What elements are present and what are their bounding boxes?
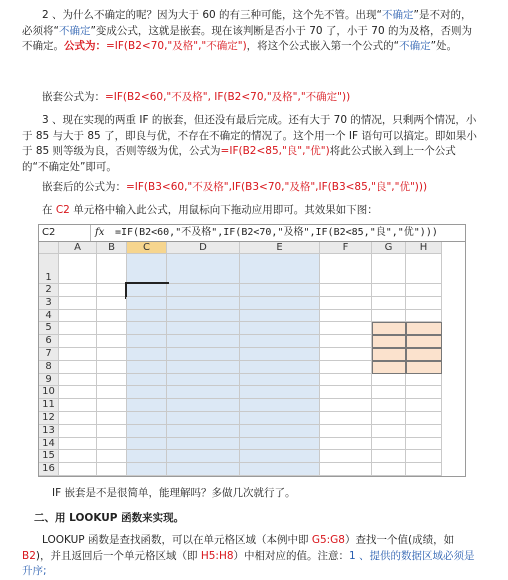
cell[interactable] (320, 284, 372, 297)
column-header-h[interactable]: H (406, 242, 442, 254)
lookup-threshold[interactable] (372, 348, 406, 361)
summary-line: IF 嵌套是不是很简单，能理解吗？多做几次就行了。 (52, 487, 296, 499)
cell-score[interactable] (97, 399, 127, 412)
cell-vlookup[interactable] (240, 463, 320, 476)
cell[interactable] (372, 438, 406, 451)
cell[interactable] (320, 348, 372, 361)
formula: =IF(B2<70,"及格","不确定") (106, 40, 247, 52)
cell-name[interactable] (59, 361, 97, 374)
cell-vlookup[interactable] (240, 335, 320, 348)
cell[interactable] (320, 438, 372, 451)
name-box[interactable]: C2 (39, 225, 91, 241)
cell[interactable] (372, 386, 406, 399)
lookup-grade[interactable] (406, 335, 442, 348)
cell-name[interactable] (59, 310, 97, 323)
text: 2 、为什么不确定的呢？因为大于 60 的有三种可能，这个先不管。出现“ (42, 9, 382, 21)
cell-lookup[interactable] (167, 284, 240, 297)
row-header-15[interactable]: 15 (39, 450, 59, 463)
lookup-threshold[interactable] (372, 322, 406, 335)
cell[interactable] (372, 374, 406, 387)
cell[interactable] (320, 310, 372, 323)
cell[interactable] (406, 310, 442, 323)
nested-formula-line (42, 90, 498, 106)
final-formula-line (42, 180, 498, 196)
cell[interactable] (406, 438, 442, 451)
header-cell-0[interactable] (59, 254, 97, 284)
cell-grade[interactable] (127, 450, 167, 463)
cell-grade[interactable] (127, 399, 167, 412)
lookup-grade[interactable] (406, 322, 442, 335)
formula: =IF(B2<60,"不及格", IF(B2<70,"及格","不确定")) (105, 91, 351, 103)
cell[interactable] (372, 310, 406, 323)
cell[interactable] (406, 450, 442, 463)
cell-ref: B2 (22, 549, 36, 562)
quoted-term: 不确定 (399, 40, 431, 52)
cell-score[interactable] (97, 310, 127, 323)
cell-lookup[interactable] (167, 322, 240, 335)
instruction-line (42, 203, 498, 219)
spreadsheet (38, 224, 466, 477)
cell-grade[interactable] (127, 463, 167, 476)
cell-score[interactable] (97, 335, 127, 348)
column-header-a[interactable]: A (59, 242, 97, 254)
cell-vlookup[interactable] (240, 297, 320, 310)
cell-vlookup[interactable] (240, 450, 320, 463)
cell-ref: G5:G8 (311, 534, 345, 546)
text: ）查找一个值(成绩，如 (344, 534, 455, 546)
cell-name[interactable] (59, 412, 97, 425)
cell-name[interactable] (59, 374, 97, 387)
cell[interactable] (406, 386, 442, 399)
cell-vlookup[interactable] (240, 425, 320, 438)
cell-lookup[interactable] (167, 361, 240, 374)
row-header-11[interactable]: 11 (39, 399, 59, 412)
header-cell-2[interactable] (127, 254, 167, 284)
cell[interactable] (320, 412, 372, 425)
header-cell-3[interactable] (167, 254, 240, 284)
row-header-8[interactable]: 8 (39, 361, 59, 374)
cell-grade[interactable] (127, 412, 167, 425)
cell-lookup[interactable] (167, 348, 240, 361)
text: 3 、现在实现的两重 IF 的嵌套，但还没有最后完成。还有大于 70 的情况，只剩两个情况，小于 85 与大于 85 了，即良与优，不存在不确定的情况了。这个用一个 IF 语句可以搞定。即如果小于 85 则等级为良，否则等级为优，公式为 (22, 114, 477, 157)
text: 将此公式嵌入到上一个公式的“不确定处”即可。 (22, 145, 456, 173)
text: ”变成公式，这就是嵌套。现在该判断是否小于 70 了，小于 70 的为及格，否则为不确定。 (22, 24, 472, 52)
lookup-threshold[interactable] (372, 335, 406, 348)
cell-grade[interactable] (127, 310, 167, 323)
cell[interactable] (320, 463, 372, 476)
row-header-12[interactable]: 12 (39, 412, 59, 425)
cell-lookup[interactable] (167, 335, 240, 348)
cell-grade[interactable] (127, 348, 167, 361)
cell-name[interactable] (59, 284, 97, 297)
cell[interactable] (372, 284, 406, 297)
header-cell-1[interactable] (97, 254, 127, 284)
text: ”处。 (430, 40, 458, 52)
cell[interactable] (320, 450, 372, 463)
formula-bar (39, 225, 465, 242)
column-header-g[interactable]: G (372, 242, 406, 254)
cell-score[interactable] (97, 348, 127, 361)
column-header-b[interactable]: B (97, 242, 127, 254)
cell-grade[interactable] (127, 284, 167, 297)
row-header-6[interactable]: 6 (39, 335, 59, 348)
column-header-d[interactable]: D (167, 242, 240, 254)
cell-name[interactable] (59, 463, 97, 476)
cell[interactable] (320, 335, 372, 348)
cell[interactable] (372, 254, 406, 284)
cell-name[interactable] (59, 297, 97, 310)
label: 嵌套后的公式为： (42, 181, 126, 193)
text: )，并且返回后一个单元格区域（即 (35, 549, 201, 562)
cell-score[interactable] (97, 361, 127, 374)
cell-score[interactable] (97, 438, 127, 451)
cell-vlookup[interactable] (240, 310, 320, 323)
cell-score[interactable] (97, 284, 127, 297)
cell-grade[interactable] (127, 322, 167, 335)
cell-vlookup[interactable] (240, 322, 320, 335)
cell-name[interactable] (59, 425, 97, 438)
cell[interactable] (406, 374, 442, 387)
cell-score[interactable] (97, 374, 127, 387)
row-header-9[interactable]: 9 (39, 374, 59, 387)
lookup-grade[interactable] (406, 361, 442, 374)
cell-name[interactable] (59, 335, 97, 348)
cell-lookup[interactable] (167, 386, 240, 399)
cell[interactable] (406, 463, 442, 476)
text: 在 (42, 204, 56, 216)
cell-lookup[interactable] (167, 374, 240, 387)
row-header-10[interactable]: 10 (39, 386, 59, 399)
paragraph-3 (22, 113, 478, 175)
cell-score[interactable] (97, 297, 127, 310)
cell[interactable] (406, 425, 442, 438)
lookup-paragraph (22, 533, 478, 580)
formula-input[interactable]: =IF(B2<60,"不及格",IF(B2<70,"及格",IF(B2<85,"良","优"))) (115, 227, 438, 238)
note: 1 、提供的数据区域必须是升序; (22, 549, 475, 577)
cell-grade[interactable] (127, 425, 167, 438)
cell-name[interactable] (59, 399, 97, 412)
cell-vlookup[interactable] (240, 412, 320, 425)
row-header-14[interactable]: 14 (39, 438, 59, 451)
row-header-4[interactable]: 4 (39, 310, 59, 323)
cell-lookup[interactable] (167, 310, 240, 323)
cell[interactable] (372, 450, 406, 463)
cell-vlookup[interactable] (240, 386, 320, 399)
cell[interactable] (406, 399, 442, 412)
cell-vlookup[interactable] (240, 348, 320, 361)
cell-lookup[interactable] (167, 438, 240, 451)
cell-vlookup[interactable] (240, 438, 320, 451)
cell-score[interactable] (97, 412, 127, 425)
paragraph-2 (22, 8, 478, 55)
cell[interactable] (372, 297, 406, 310)
formula: =IF(B3<60,"不及格",IF(B3<70,"及格",IF(B3<85,"良","优"))) (126, 181, 428, 193)
lookup-threshold[interactable] (372, 361, 406, 374)
row-header-13[interactable]: 13 (39, 425, 59, 438)
cell-lookup[interactable] (167, 463, 240, 476)
cell-lookup[interactable] (167, 425, 240, 438)
cell-score[interactable] (97, 425, 127, 438)
text: ）中相对应的值。注意： (233, 549, 350, 562)
cell-score[interactable] (97, 386, 127, 399)
text: LOOKUP 函数是查找函数，可以在单元格区域（本例中即 (42, 534, 312, 546)
formula-label: 公式为： (64, 40, 106, 52)
cell[interactable] (372, 425, 406, 438)
cell-score[interactable] (97, 450, 127, 463)
cell-vlookup[interactable] (240, 374, 320, 387)
cell-lookup[interactable] (167, 297, 240, 310)
cell-vlookup[interactable] (240, 361, 320, 374)
row-header-3[interactable]: 3 (39, 297, 59, 310)
quoted-term: 不确定 (382, 9, 414, 21)
cell-ref: C2 (55, 204, 70, 216)
cell-lookup[interactable] (167, 450, 240, 463)
cell-name[interactable] (59, 386, 97, 399)
lookup-grade[interactable] (406, 348, 442, 361)
cell-grade[interactable] (127, 297, 167, 310)
header-cell-4[interactable] (240, 254, 320, 284)
cell[interactable] (372, 412, 406, 425)
cell-name[interactable] (59, 450, 97, 463)
cell[interactable] (320, 322, 372, 335)
cell[interactable] (320, 297, 372, 310)
cell-lookup[interactable] (167, 399, 240, 412)
select-all-corner[interactable] (39, 242, 59, 254)
column-header-e[interactable]: E (240, 242, 320, 254)
cell-ref: H5:H8 (200, 549, 234, 562)
label: 嵌套公式为： (42, 91, 105, 103)
cell-name[interactable] (59, 322, 97, 335)
row-header-7[interactable]: 7 (39, 348, 59, 361)
cell-score[interactable] (97, 463, 127, 476)
text: ”是不对的，必须将“ (22, 9, 472, 37)
cell[interactable] (372, 463, 406, 476)
quoted-term: 不确定 (58, 24, 91, 37)
cell-grade[interactable] (127, 438, 167, 451)
cell-name[interactable] (59, 438, 97, 451)
cell[interactable] (406, 254, 442, 284)
fx-icon[interactable]: fx (95, 227, 105, 238)
text: 单元格中输入此公式，用鼠标向下拖动应用即可。其效果如下图： (69, 204, 378, 216)
cell[interactable] (406, 412, 442, 425)
text: ，将这个公式嵌入第一个公式的“ (246, 40, 400, 52)
cell[interactable] (320, 361, 372, 374)
column-header-c[interactable]: C (127, 242, 167, 254)
section-heading: 二、用 LOOKUP 函数来实现。 (34, 512, 185, 524)
cell[interactable] (406, 284, 442, 297)
cell-lookup[interactable] (167, 412, 240, 425)
cell[interactable] (406, 297, 442, 310)
cell[interactable] (372, 399, 406, 412)
cell-grade[interactable] (127, 335, 167, 348)
cell[interactable] (320, 386, 372, 399)
column-header-f[interactable]: F (320, 242, 372, 254)
cell-score[interactable] (97, 322, 127, 335)
row-header-2[interactable]: 2 (39, 284, 59, 297)
row-header-16[interactable]: 16 (39, 463, 59, 476)
cell[interactable] (320, 399, 372, 412)
cell[interactable] (320, 254, 372, 284)
cell[interactable] (320, 374, 372, 387)
cell[interactable] (320, 425, 372, 438)
cell-grade[interactable] (127, 374, 167, 387)
cell-vlookup[interactable] (240, 284, 320, 297)
row-header-5[interactable]: 5 (39, 322, 59, 335)
cell-vlookup[interactable] (240, 399, 320, 412)
cell-grade[interactable] (127, 361, 167, 374)
cell-grade[interactable] (127, 386, 167, 399)
row-header-1[interactable]: 1 (39, 254, 59, 284)
formula: =IF(B2<85,"良","优") (220, 145, 330, 157)
cell-name[interactable] (59, 348, 97, 361)
